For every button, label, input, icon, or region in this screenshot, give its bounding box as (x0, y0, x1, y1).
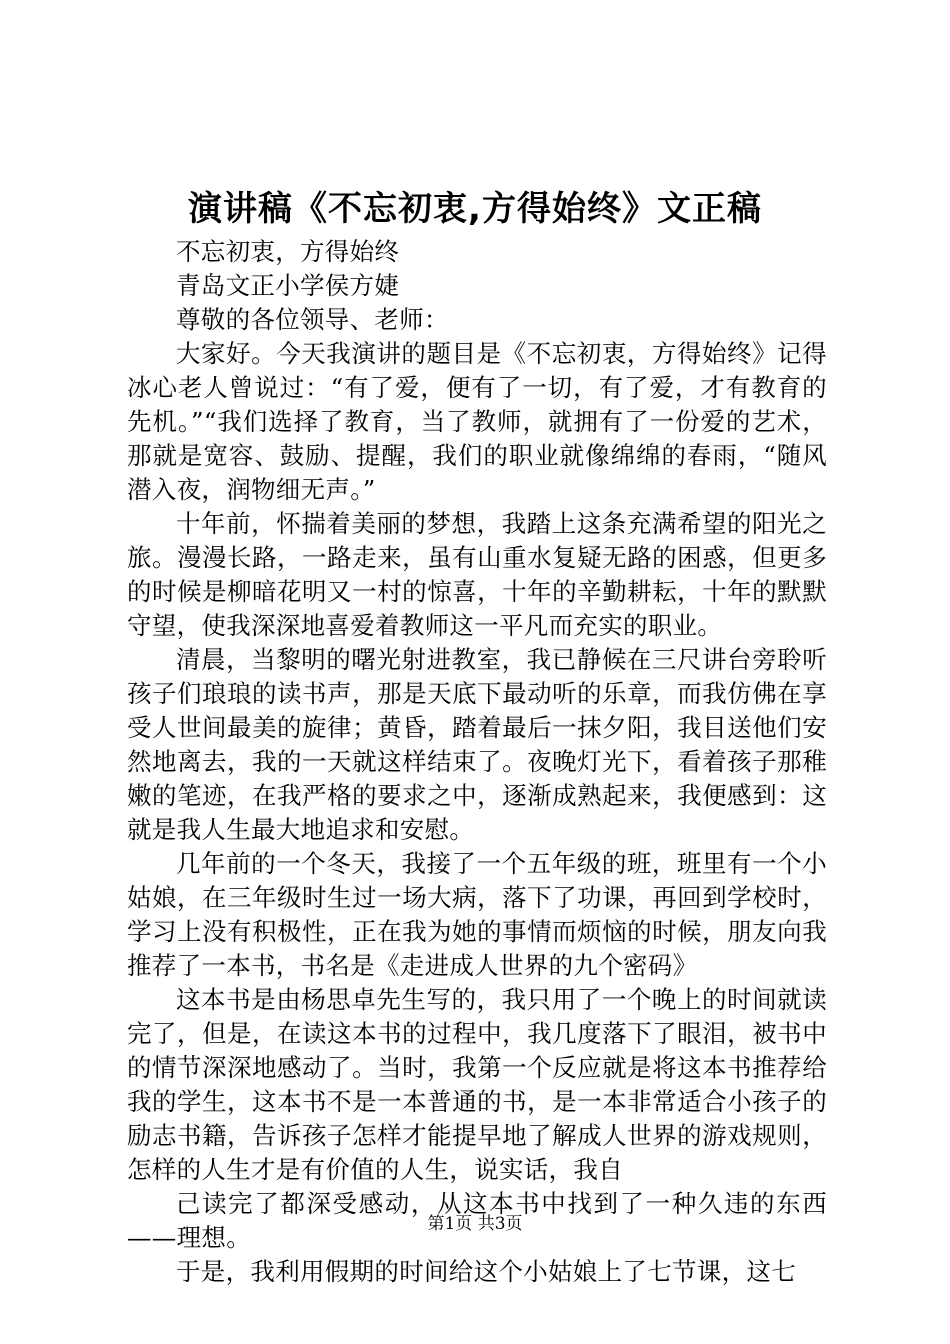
paragraph: 己读完了都深受感动，从这本书中找到了一种久违的东西——理想。 (127, 1189, 827, 1252)
paragraph: 于是，我利用假期的时间给这个小姑娘上了七节课，这七 (176, 1257, 796, 1286)
paragraph: 尊敬的各位领导、老师： (176, 305, 449, 334)
paragraph: 清晨，当黎明的曙光射进教室，我已静候在三尺讲台旁聆听孩子们琅琅的读书声，那是天底下最动听的乐章，而我仿佛在享受人世间最美的旋律；黄昏，踏着最后一抹夕阳，我目送他们安然地离去，我的一天就这样结束了。夜晚灯光下，看着孩子那稚嫩的笔迹，在我严格的要求之中，逐渐成熟起来，我便感到：这就是我人生最大地追求和安慰。 (127, 645, 827, 844)
paragraph: 青岛文正小学侯方婕 (176, 271, 400, 300)
page-footer: 第1页 共3页 (427, 1214, 523, 1234)
paragraph: 这本书是由杨思卓先生写的，我只用了一个晚上的时间就读完了，但是，在读这本书的过程中，我几度落下了眼泪，被书中的情节深深地感动了。当时，我第一个反应就是将这本书推荐给我的学生，这本书不是一本普通的书，是一本非常适合小孩子的励志书籍，告诉孩子怎样才能提早地了解成人世界的游戏规则，怎样的人生才是有价值的人生，说实话，我自 (127, 985, 827, 1184)
document-body (127, 235, 827, 1289)
paragraph: 大家好。今天我演讲的题目是《不忘初衷，方得始终》记得冰心老人曾说过：“有了爱，便有了一切，有了爱，才有教育的先机。”“我们选择了教育，当了教师，就拥有了一份爱的艺术，那就是宽容、鼓励、提醒，我们的职业就像绵绵的春雨，“随风潜入夜，润物细无声。” (127, 339, 828, 504)
paragraph: 几年前的一个冬天，我接了一个五年级的班，班里有一个小姑娘，在三年级时生过一场大病，落下了功课，再回到学校时，学习上没有积极性，正在我为她的事情而烦恼的时候，朋友向我推荐了一本书，书名是《走进成人世界的九个密码》 (127, 849, 827, 980)
document-title: 演讲稿《不忘初衷,方得始终》文正稿 (188, 189, 762, 229)
paragraph: 不忘初衷，方得始终 (176, 237, 400, 266)
paragraph: 十年前，怀揣着美丽的梦想，我踏上这条充满希望的阳光之旅。漫漫长路，一路走来，虽有山重水复疑无路的困惑，但更多的时候是柳暗花明又一村的惊喜，十年的辛勤耕耘，十年的默默守望，使我深深地喜爱着教师这一平凡而充实的职业。 (127, 509, 827, 640)
